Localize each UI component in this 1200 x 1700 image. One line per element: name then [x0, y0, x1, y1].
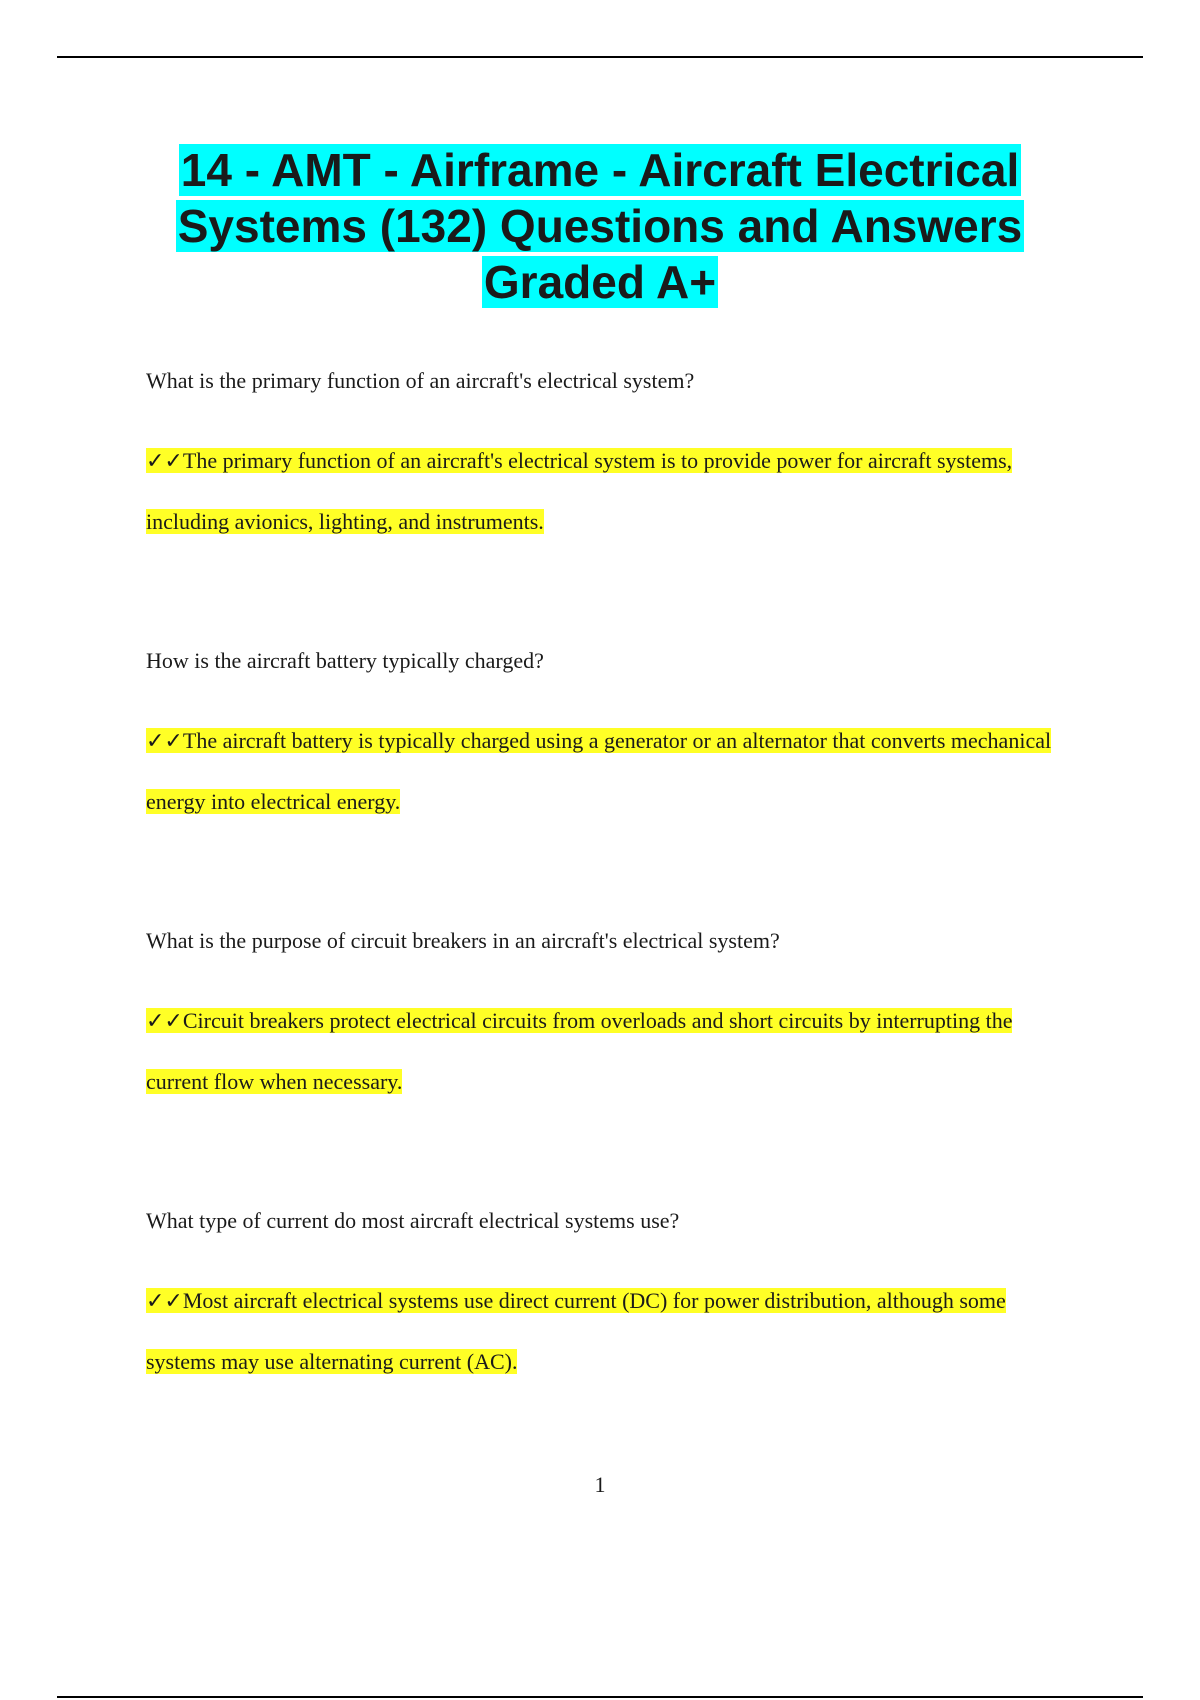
question-text: How is the aircraft battery typically charged? — [146, 648, 544, 673]
question-text: What is the purpose of circuit breakers in an aircraft's electrical system? — [146, 928, 780, 953]
answer-highlight — [146, 1288, 1006, 1374]
answer-highlight — [146, 728, 1051, 814]
answer-text: Most aircraft electrical systems use direct current (DC) for power distribution, although some systems may use alternating current (AC). — [146, 1288, 1006, 1374]
answer-block — [146, 711, 1080, 832]
answer-block — [146, 1271, 1080, 1392]
qa-item — [146, 645, 1080, 925]
double-check-icon: ✓✓ — [146, 729, 183, 754]
qa-list — [146, 365, 1080, 1485]
header-rule — [57, 56, 1143, 58]
answer-block — [146, 431, 1080, 552]
answer-block — [146, 991, 1080, 1112]
question-text: What type of current do most aircraft electrical systems use? — [146, 1208, 680, 1233]
answer-text: Circuit breakers protect electrical circuits from overloads and short circuits by interrupting the current flow when necessary. — [146, 1008, 1013, 1094]
document-title: 14 - AMT - Airframe - Aircraft Electrical Systems (132) Questions and Answers Graded A+ — [177, 144, 1023, 308]
answer-highlight — [146, 1008, 1012, 1094]
answer-highlight — [146, 448, 1012, 534]
qa-item — [146, 365, 1080, 645]
question-text: What is the primary function of an aircraft's electrical system? — [146, 368, 695, 393]
double-check-icon: ✓✓ — [146, 1009, 183, 1034]
footer-rule — [57, 1696, 1143, 1698]
double-check-icon: ✓✓ — [146, 449, 183, 474]
qa-item — [146, 1205, 1080, 1485]
double-check-icon: ✓✓ — [146, 1289, 183, 1314]
answer-text: The primary function of an aircraft's electrical system is to provide power for aircraft systems, including avionics, lighting, and instruments. — [146, 448, 1013, 534]
qa-item — [146, 925, 1080, 1205]
answer-text: The aircraft battery is typically charged using a generator or an alternator that converts mechanical energy into electrical energy. — [146, 728, 1052, 814]
title-block — [100, 142, 1100, 310]
page-number: 1 — [594, 1472, 606, 1497]
